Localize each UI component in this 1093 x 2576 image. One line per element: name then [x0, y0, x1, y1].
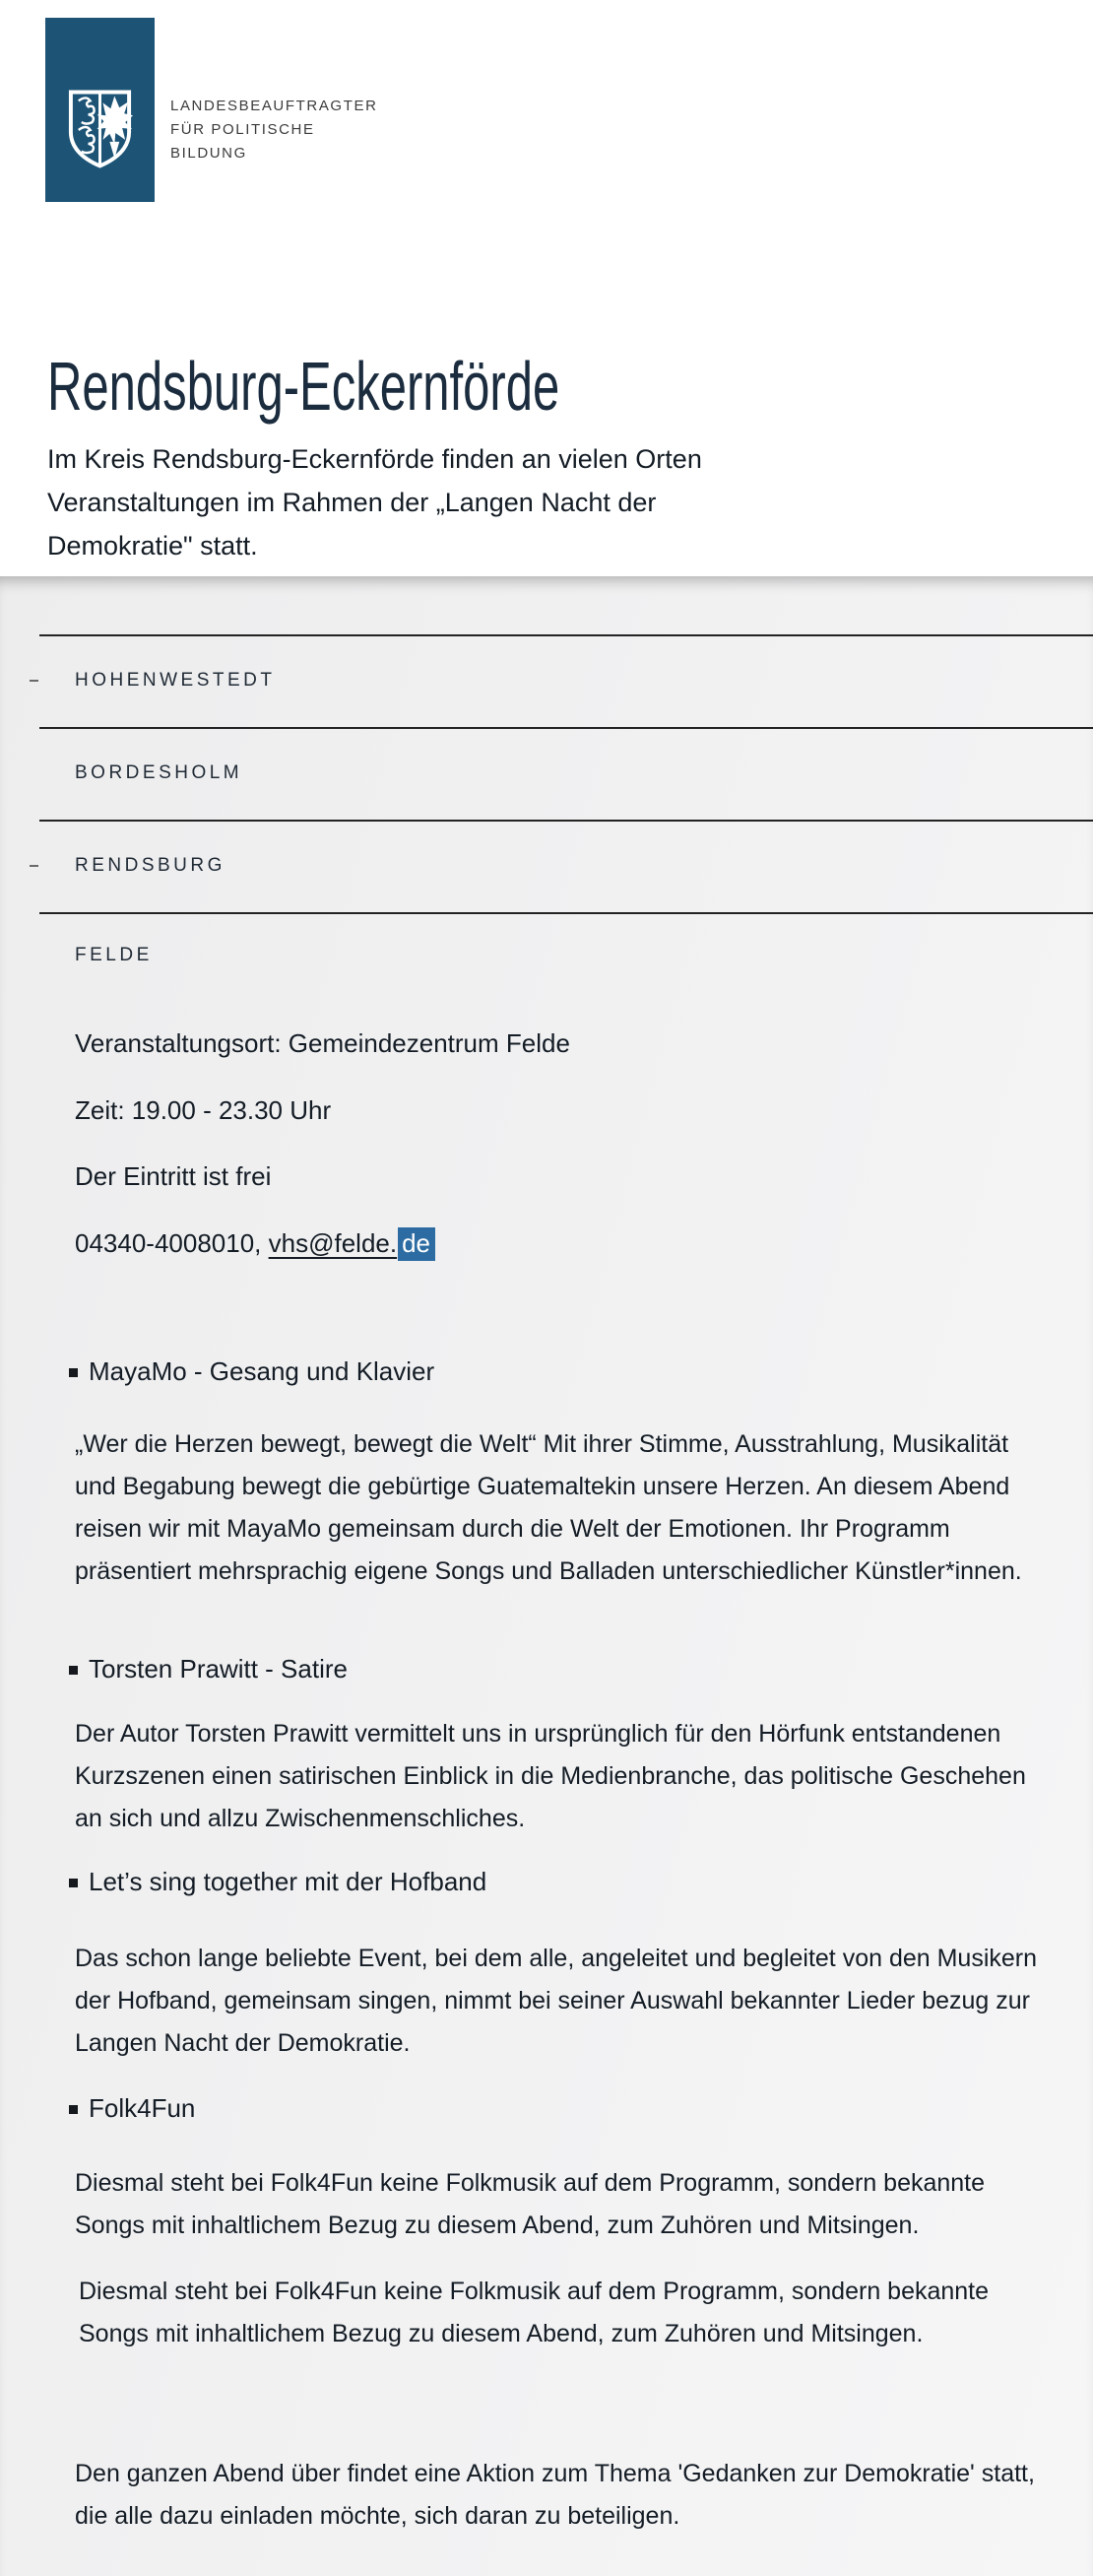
list-item-description: Der Autor Torsten Prawitt vermittelt uns in ursprünglich für den Hörfunk entstandenen Kurzszenen einen satirischen Einblick in die Medienbranche, das politische Geschehen an sich und allzu Zwischenmenschliches.	[75, 1720, 1026, 1832]
divider	[39, 820, 1093, 822]
list-item-label: Let’s sing together mit der Hofband	[89, 1867, 487, 1896]
collapse-dash-icon	[30, 680, 38, 682]
page-title: Rendsburg-Eckernförde	[47, 348, 560, 425]
contact-line	[75, 1226, 435, 1260]
accordion-item-hohenwestedt[interactable]: HOHENWESTEDT	[75, 670, 276, 691]
list-item-title	[69, 1354, 434, 1388]
accordion-item-rendsburg[interactable]: RENDSBURG	[75, 855, 225, 876]
accordion-item-bordesholm[interactable]: BORDESHOLM	[75, 762, 243, 783]
phone-text: 04340-4008010,	[75, 1228, 269, 1258]
outro-paragraph: Den ganzen Abend über findet eine Aktion zum Thema 'Gedanken zur Demokratie' statt, die alle dazu einladen möchte, sich daran zu beteiligen.	[75, 2460, 1035, 2530]
logo-line: FÜR POLITISCHE	[170, 121, 315, 138]
list-item-description-repeat: Diesmal steht bei Folk4Fun keine Folkmusik auf dem Programm, sondern bekannte Songs mit inhaltlichem Bezug zu diesem Abend, zum Zuhören und Mitsingen.	[79, 2278, 990, 2347]
list-item-description: Diesmal steht bei Folk4Fun keine Folkmusik auf dem Programm, sondern bekannte Songs mit inhaltlichem Bezug zu diesem Abend, zum Zuhören und Mitsingen.	[75, 2169, 986, 2239]
logo-line: LANDESBEAUFTRAGTER	[170, 98, 378, 114]
accordion-item-felde[interactable]: FELDE	[75, 945, 153, 965]
email-link-text: vhs@felde.	[268, 1228, 398, 1258]
bullet-square-icon	[69, 2105, 78, 2114]
divider	[39, 634, 1093, 636]
bullet-square-icon	[69, 1879, 78, 1887]
lpb-logo[interactable]	[45, 18, 155, 202]
intro-paragraph: Im Kreis Rendsburg-Eckernförde finden an vielen Orten Veranstaltungen im Rahmen der „Langen Nacht der Demokratie" statt.	[47, 444, 702, 561]
collapse-dash-icon	[30, 865, 38, 867]
list-item-label: MayaMo - Gesang und Klavier	[89, 1356, 435, 1386]
list-item-label: Folk4Fun	[89, 2093, 196, 2123]
logo-wordmark	[170, 95, 378, 165]
bullet-square-icon	[69, 1666, 78, 1675]
admission-text: Der Eintritt ist frei	[75, 1161, 272, 1191]
email-selected-text: de	[398, 1227, 435, 1261]
list-item-title	[69, 2091, 195, 2125]
venue-text: Veranstaltungsort: Gemeindezentrum Felde	[75, 1028, 570, 1058]
divider	[39, 727, 1093, 729]
email-link[interactable]	[269, 1228, 435, 1258]
list-item-label: Torsten Prawitt - Satire	[89, 1654, 348, 1684]
list-item-title	[69, 1652, 348, 1685]
divider	[39, 912, 1093, 914]
logo-line: BILDUNG	[170, 145, 247, 162]
coat-of-arms-icon	[64, 87, 136, 171]
accordion-panel	[0, 576, 1093, 2576]
list-item-description: „Wer die Herzen bewegt, bewegt die Welt“ Mit ihrer Stimme, Ausstrahlung, Musikalität und Begabung bewegt die gebürtige Guatemaltekin unsere Herzen. An diesem Abend reisen wir mit MayaMo gemeinsam durch die Welt der Emotionen. Ihr Programm präsentiert mehrsprachig eigene Songs und Balladen unterschiedlicher Künstler*innen.	[75, 1430, 1022, 1585]
list-item-title	[69, 1865, 486, 1898]
bullet-square-icon	[69, 1368, 78, 1377]
time-text: Zeit: 19.00 - 23.30 Uhr	[75, 1095, 332, 1125]
list-item-description: Das schon lange beliebte Event, bei dem alle, angeleitet und begleitet von den Musikern der Hofband, gemeinsam singen, nimmt bei seiner Auswahl bekannter Lieder bezug zur Langen Nacht der Demokratie.	[75, 1945, 1038, 2057]
